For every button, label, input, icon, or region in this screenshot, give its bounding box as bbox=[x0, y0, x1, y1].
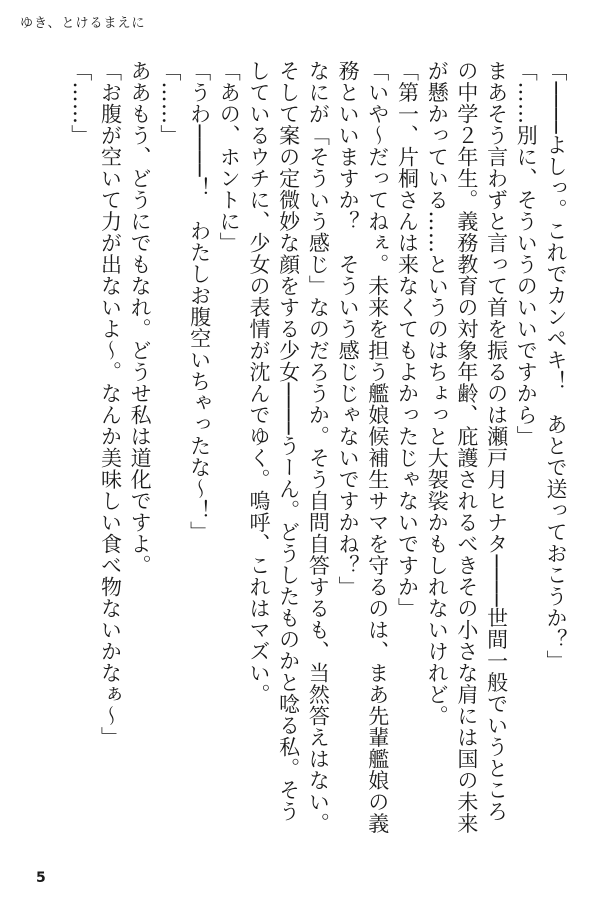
vertical-text-body bbox=[40, 60, 570, 840]
text-line: なにが「そういう感じ」なのだろうか。そう自問自答するも、当然答えはない。そして案の定微妙な顔をする少女────うーん。どうしたものかと唸る私。そうしているウチに、少女の表情が沈んでゆく。嗚呼、これはマズい。 bbox=[246, 60, 331, 834]
text-line: まあそう言わずと言って首を振るのは瀬戸月ヒナタ────世間一般でいうところの中学２年生。義務教育の対象年齢、庇護されるべきその小さな肩には国の未来が懸かっている……というのはちょっと大袈裟かもしれないけれど。 bbox=[425, 60, 509, 834]
running-header: ゆき、とけるまえに bbox=[20, 16, 146, 31]
text-line: 「……別に、そういうのいいですから」 bbox=[514, 60, 539, 447]
text-line: 「うわ────！ わたしお腹空いちゃったな〜！」 bbox=[187, 60, 212, 543]
text-line: 「……」 bbox=[157, 60, 182, 146]
text-line: 「────よしっ。これでカンペキ！ あとで送っておこうか？」 bbox=[544, 60, 568, 672]
text-line: 「いや〜だってねぇ。未来を担う艦娘候補生サマを守るのは、まあ先輩艦娘の義務といいますか？ そういう感じじゃないですかね？」 bbox=[336, 60, 390, 834]
text-line: 「あの、ホントに」 bbox=[217, 60, 242, 254]
text-line: 「第一、片桐さんは来なくてもよかったじゃないですか」 bbox=[395, 60, 420, 619]
text-line: 「お腹が空いて力が出ないよ〜。なんか美味しい食べ物ないかなぁ〜」 bbox=[98, 60, 123, 748]
page-number: 5 bbox=[36, 870, 46, 886]
text-line: 「……」 bbox=[68, 60, 93, 146]
text-line: ああもう、どうにでもなれ。どうせ私は道化ですよ。 bbox=[128, 60, 153, 576]
